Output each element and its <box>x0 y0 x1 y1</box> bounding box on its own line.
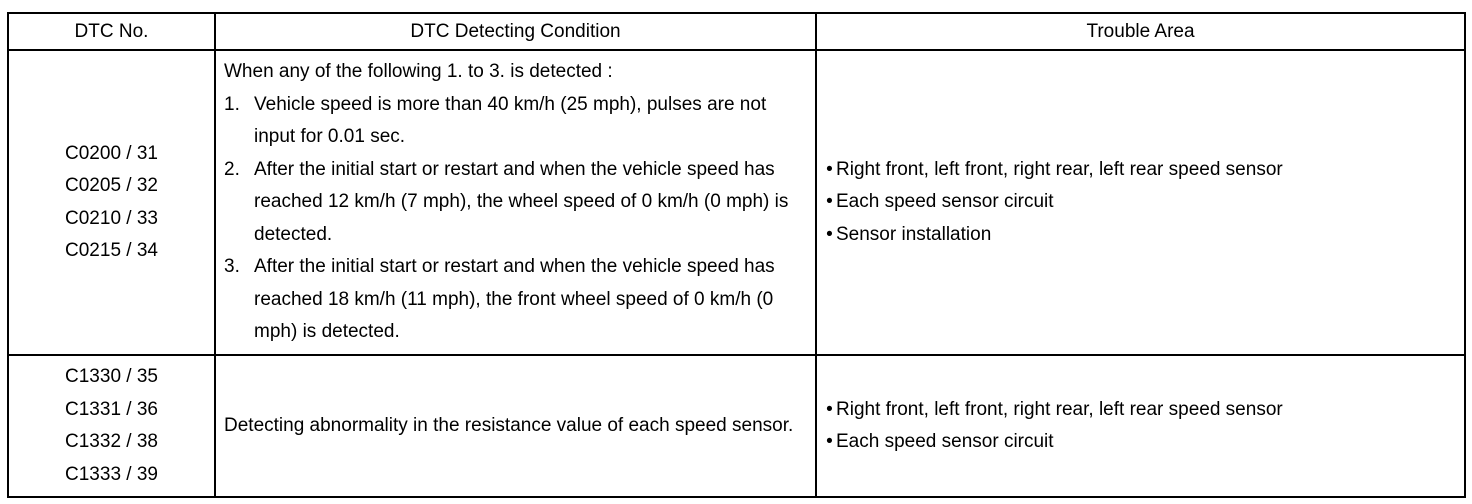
table-row <box>8 355 1465 497</box>
trouble-area-item <box>823 394 1458 427</box>
trouble-area-text: Sensor installation <box>836 223 992 245</box>
trouble-area-text: Right front, left front, right rear, left rear speed sensor <box>836 158 1283 180</box>
condition-item <box>224 89 807 154</box>
condition-cell <box>215 50 816 355</box>
condition-item-text: After the initial start or restart and when the vehicle speed has reached 18 km/h (11 mph), the front wheel speed of 0 km/h (0 mph) is detected. <box>254 256 775 343</box>
trouble-area-text: Right front, left front, right rear, left rear speed sensor <box>836 398 1283 420</box>
dtc-code: C0205 / 32 <box>65 175 158 196</box>
condition-text: Detecting abnormality in the resistance value of each speed sensor. <box>224 414 794 436</box>
condition-item-number: 2. <box>224 158 240 180</box>
condition-item-text: Vehicle speed is more than 40 km/h (25 mph), pulses are not input for 0.01 sec. <box>254 93 767 148</box>
dtc-code: C0215 / 34 <box>65 240 158 261</box>
condition-item-number: 1. <box>224 93 240 115</box>
header-condition: DTC Detecting Condition <box>215 13 816 50</box>
condition-item <box>224 154 807 252</box>
condition-intro: When any of the following 1. to 3. is detected : <box>224 61 613 83</box>
header-trouble-area: Trouble Area <box>816 13 1465 50</box>
trouble-area-cell <box>816 355 1465 497</box>
dtc-code: C0200 / 31 <box>65 142 158 164</box>
dtc-codes-cell <box>8 50 215 355</box>
dtc-code: C1333 / 39 <box>65 463 158 485</box>
dtc-code: C0210 / 33 <box>65 207 158 229</box>
condition-item-text: After the initial start or restart and when the vehicle speed has reached 12 km/h (7 mph), the wheel speed of 0 km/h (0 mph) is detected. <box>254 158 789 245</box>
header-row <box>8 13 1465 50</box>
dtc-code: C1331 / 36 <box>65 398 158 420</box>
dtc-code: C1330 / 35 <box>65 366 158 387</box>
table-row <box>8 50 1465 355</box>
dtc-table <box>7 12 1466 498</box>
trouble-area-item <box>823 426 1458 459</box>
trouble-area-item <box>823 154 1458 187</box>
dtc-codes-cell <box>8 355 215 497</box>
bullet-icon: • <box>826 223 833 245</box>
condition-item <box>224 251 807 349</box>
trouble-area-item <box>823 186 1458 219</box>
condition-list <box>224 89 807 349</box>
header-dtc-no: DTC No. <box>8 13 215 50</box>
trouble-area-item <box>823 219 1458 252</box>
condition-cell <box>215 355 816 497</box>
dtc-code: C1332 / 38 <box>65 431 158 452</box>
condition-item-number: 3. <box>224 256 240 278</box>
bullet-icon: • <box>826 191 833 213</box>
trouble-area-text: Each speed sensor circuit <box>836 431 1054 452</box>
bullet-icon: • <box>826 398 833 420</box>
trouble-area-list <box>823 154 1458 252</box>
bullet-icon: • <box>826 431 833 452</box>
trouble-area-cell <box>816 50 1465 355</box>
bullet-icon: • <box>826 158 833 180</box>
trouble-area-list <box>823 394 1458 459</box>
trouble-area-text: Each speed sensor circuit <box>836 191 1054 213</box>
